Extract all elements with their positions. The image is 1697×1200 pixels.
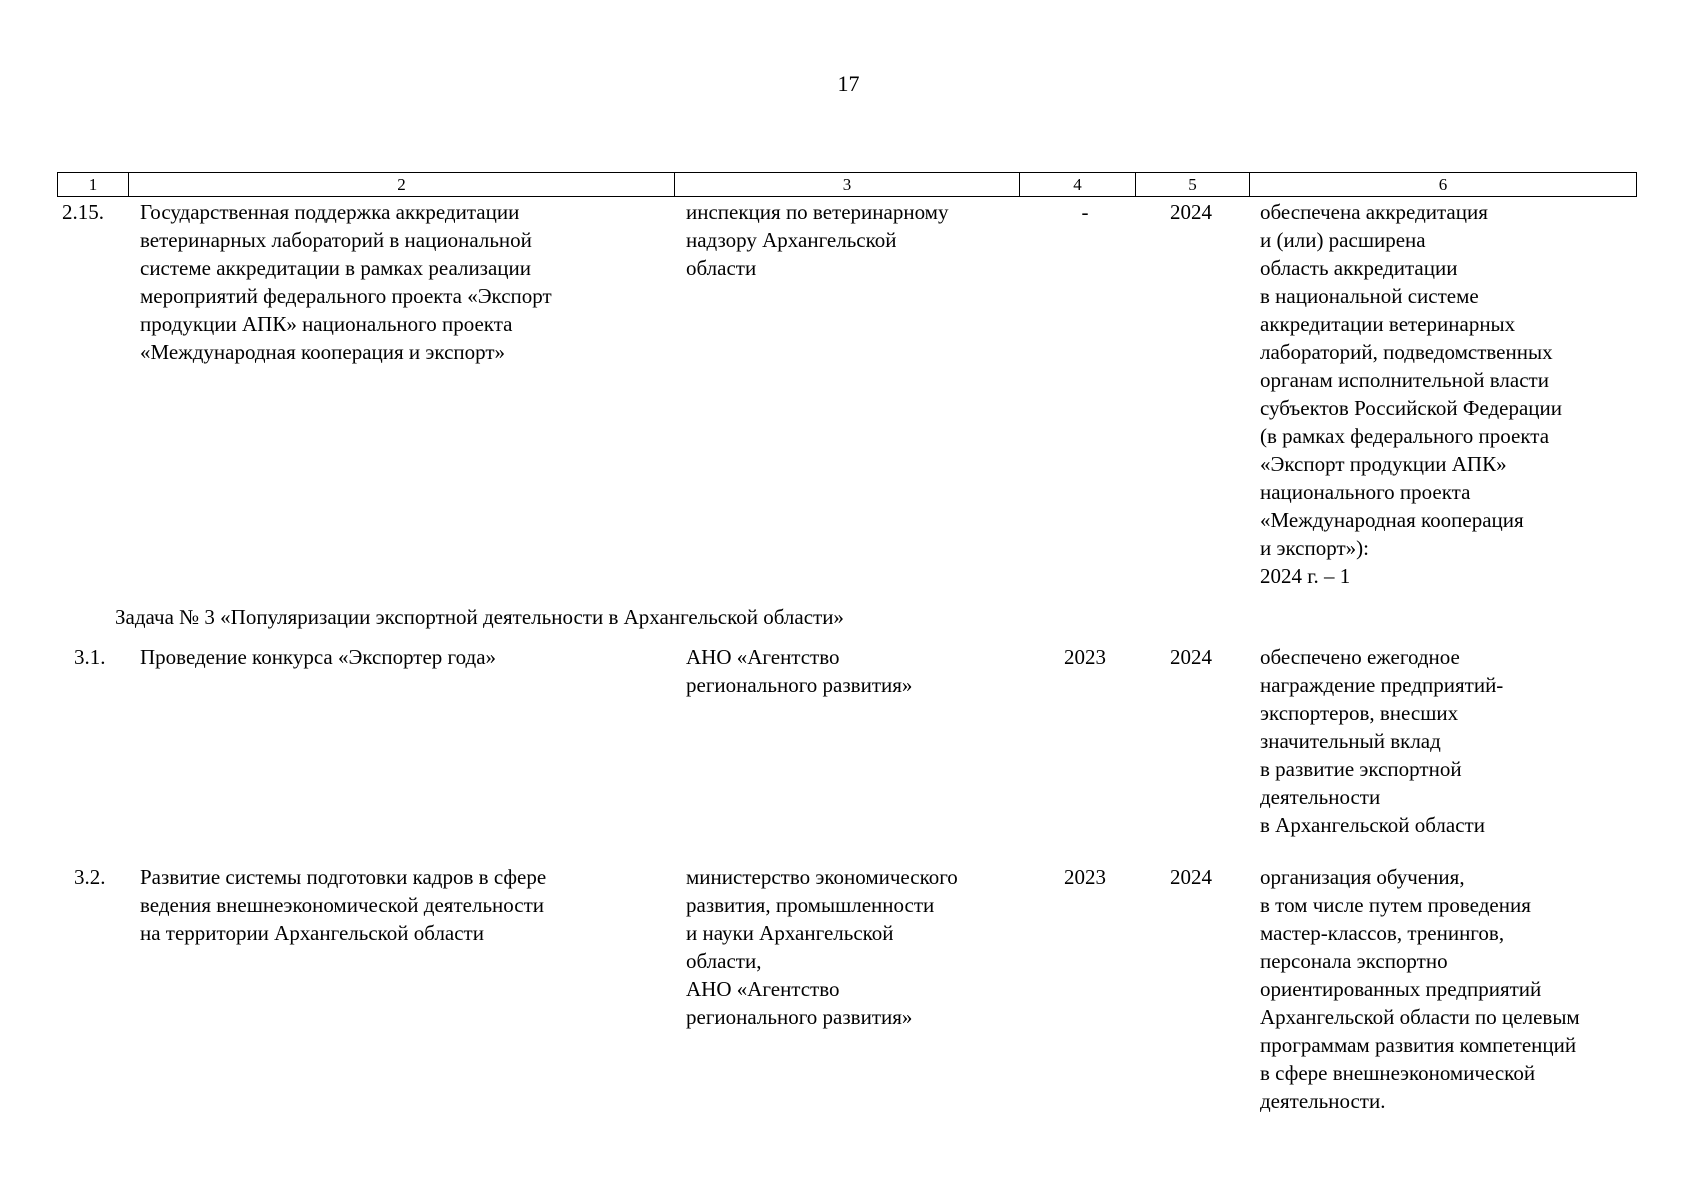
- end-year: 2024: [1170, 200, 1212, 224]
- executor: министерство экономического развития, промышленности и науки Архангельской области, АНО «Агентство регионального развития»: [686, 865, 958, 1029]
- task-heading: Задача № 3 «Популяризации экспортной деятельности в Архангельской области»: [115, 605, 844, 629]
- row-number: 3.1.: [74, 645, 106, 669]
- end-year: 2024: [1170, 645, 1212, 669]
- end-year: 2024: [1170, 865, 1212, 889]
- start-year: -: [1081, 200, 1089, 224]
- column-header-4: 4: [1020, 173, 1136, 196]
- measure-name: Проведение конкурса «Экспортер года»: [140, 645, 497, 669]
- expected-result: обеспечена аккредитация и (или) расширена область аккредитации в национальной системе аккредитации ветеринарных лабораторий, подведомственных органам исполнительной власти субъектов Российской Федерации (в рамках федерального проекта «Экспорт продукции АПК» национального проекта «Международная кооперация и экспорт»): 2024 г. – 1: [1260, 200, 1563, 588]
- row-number: 3.2.: [74, 865, 106, 889]
- executor: инспекция по ветеринарному надзору Архангельской области: [686, 200, 949, 280]
- measure-name: Государственная поддержка аккредитации ветеринарных лабораторий в национальной системе аккредитации в рамках реализации мероприятий федерального проекта «Экспорт продукции АПК» национального проекта «Международная кооперация и экспорт»: [140, 200, 552, 364]
- row-number: 2.15.: [62, 200, 104, 224]
- column-header-2: 2: [129, 173, 675, 196]
- page-number: 17: [837, 71, 860, 96]
- measure-name: Развитие системы подготовки кадров в сфере ведения внешнеэкономической деятельности на территории Архангельской области: [140, 865, 547, 945]
- start-year: 2023: [1064, 865, 1106, 889]
- table-header-row: [57, 172, 1637, 197]
- column-header-3: 3: [675, 173, 1020, 196]
- expected-result: организация обучения, в том числе путем проведения мастер-классов, тренингов, персонала экспортно ориентированных предприятий Архангельской области по целевым программам развития компетенций в сфере внешнеэкономической деятельности.: [1260, 865, 1580, 1113]
- expected-result: обеспечено ежегодное награждение предприятий- экспортеров, внесших значительный вклад в развитие экспортной деятельности в Архангельской области: [1260, 645, 1504, 837]
- column-header-6: 6: [1438, 175, 1448, 194]
- column-header-5: 5: [1136, 173, 1250, 196]
- start-year: 2023: [1064, 645, 1106, 669]
- executor: АНО «Агентство регионального развития»: [686, 645, 913, 697]
- column-header-1: 1: [58, 173, 129, 196]
